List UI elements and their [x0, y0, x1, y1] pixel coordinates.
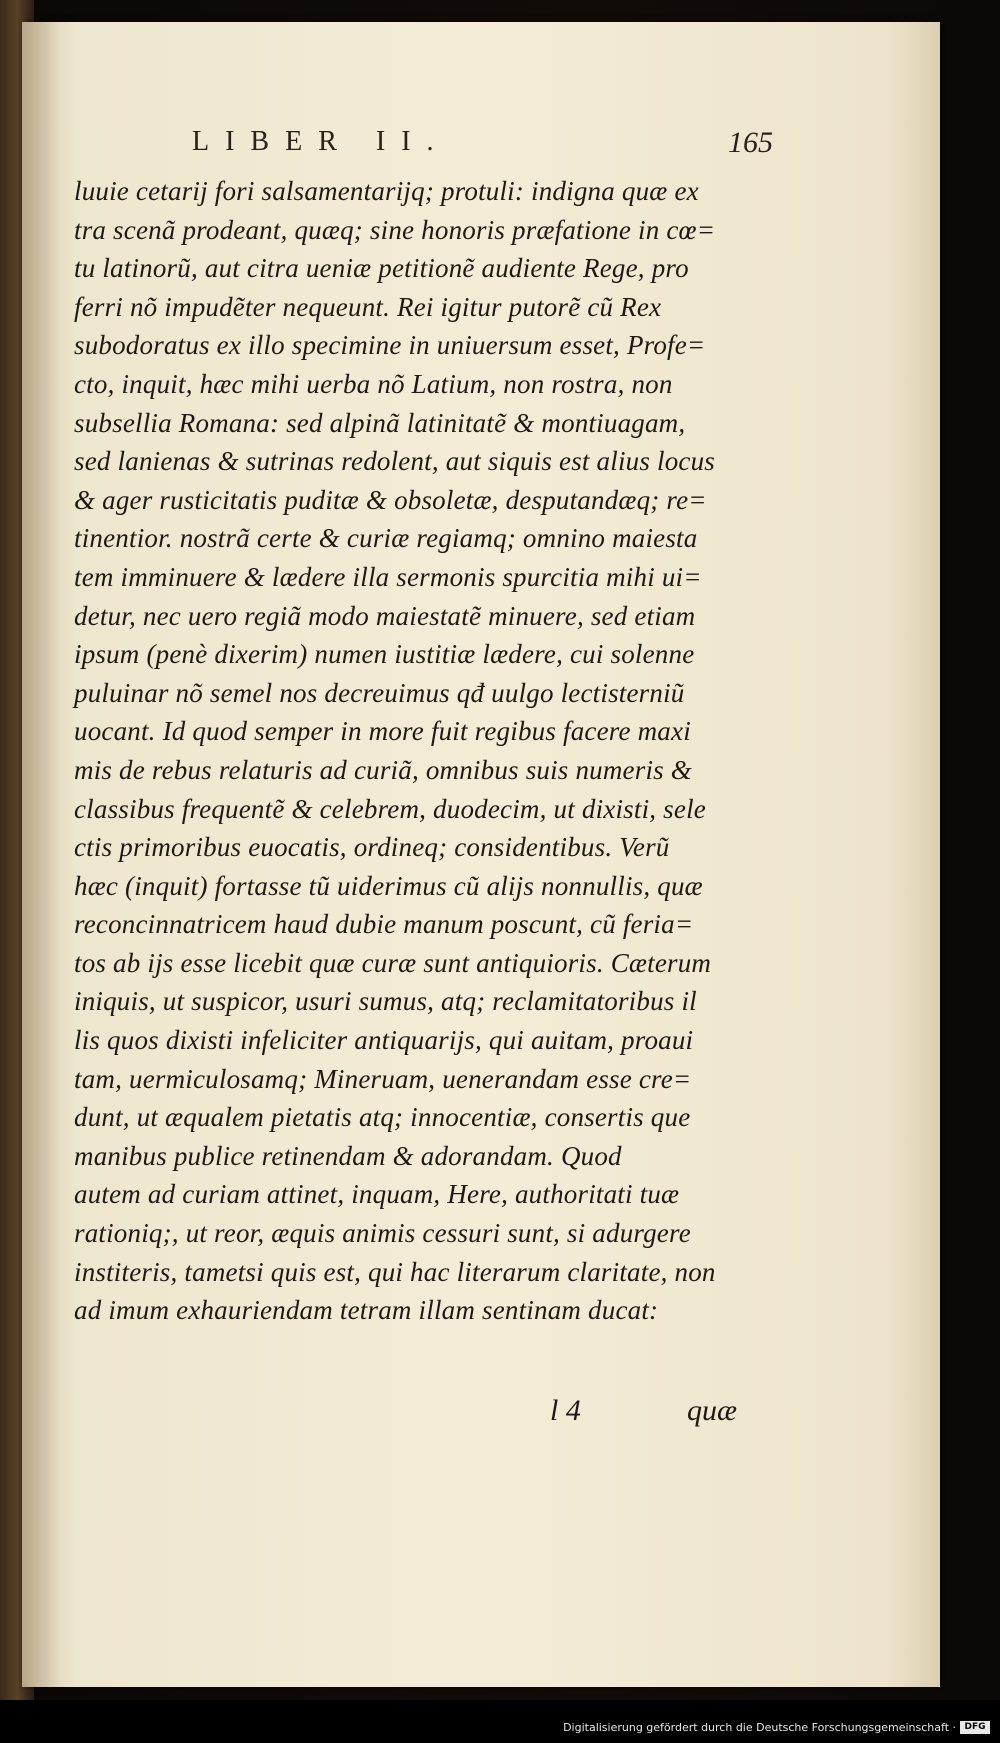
text-line: uocant. Id quod semper in more fuit regibus facere maxi	[74, 716, 691, 747]
text-line: subodoratus ex illo specimine in uniuersum esset, Profe=	[74, 330, 706, 361]
text-line: cto, inquit, hæc mihi uerba nõ Latium, non rostra, non	[74, 368, 673, 399]
text-line: subsellia Romana: sed alpinã latinitatẽ & montiuagam,	[74, 407, 686, 438]
funding-credit: Digitalisierung gefördert durch die Deutsche Forschungsgemeinschaft ·	[563, 1721, 956, 1734]
text-line: tem imminuere & lædere illa sermonis spurcitia mihi ui=	[74, 561, 702, 592]
text-line: reconcinnatricem haud dubie manum poscunt, cũ feria=	[74, 909, 694, 940]
text-line: tu latinorũ, aut citra ueniæ petitionẽ audiente Rege, pro	[74, 253, 689, 284]
text-line: lis quos dixisti infeliciter antiquarijs, qui auitam, proaui	[74, 1025, 694, 1056]
text-line: & ager rusticitatis puditæ & obsoletæ, desputandæq; re=	[74, 484, 707, 515]
text-line: mis de rebus relaturis ad curiã, omnibus suis numeris &	[74, 754, 693, 785]
text-line: hæc (inquit) fortasse tũ uiderimus cũ alijs nonnullis, quæ	[74, 870, 703, 901]
text-line: ad imum exhauriendam tetram illam sentinam ducat:	[74, 1295, 659, 1326]
book-page	[22, 22, 940, 1687]
text-line: tinentior. nostrã certe & curiæ regiamq; omnino maiesta	[74, 523, 698, 554]
text-line: autem ad curiam attinet, inquam, Here, authoritati tuæ	[74, 1179, 680, 1210]
text-line: tos ab ijs esse licebit quæ curæ sunt antiquioris. Cæterum	[74, 947, 712, 978]
page-number: 165	[728, 126, 773, 159]
text-line: puluinar nõ semel nos decreuimus qđ uulgo lectisterniũ	[74, 677, 685, 708]
text-line: classibus frequentẽ & celebrem, duodecim, ut dixisti, sele	[74, 793, 706, 824]
running-head	[22, 126, 940, 166]
text-line: manibus publice retinendam & adorandam. Quod	[74, 1140, 622, 1171]
text-line: tam, uermiculosamq; Mineruam, uenerandam esse cre=	[74, 1063, 692, 1094]
credit-bar	[0, 1700, 1000, 1743]
signature-mark: l 4	[550, 1394, 581, 1427]
text-line: ferri nõ impudẽter nequeunt. Rei igitur putorẽ cũ Rex	[74, 291, 662, 322]
text-line: ctis primoribus euocatis, ordineq; considentibus. Verũ	[74, 832, 670, 863]
gutter-shadow	[22, 22, 62, 1687]
text-line: detur, nec uero regiã modo maiestatẽ minuere, sed etiam	[74, 600, 696, 631]
dfg-logo-icon: DFG	[960, 1721, 990, 1734]
catchword: quæ	[687, 1394, 738, 1427]
text-line: iniquis, ut suspicor, usuri sumus, atq; reclamitatoribus il	[74, 986, 697, 1017]
text-line: dunt, ut æqualem pietatis atq; innocentiæ, consertis que	[74, 1102, 691, 1133]
text-line: sed lanienas & sutrinas redolent, aut siquis est alius locus	[74, 446, 716, 477]
text-line: tra scenã prodeant, quæq; sine honoris præfatione in cœ=	[74, 214, 716, 245]
text-line: luuie cetarij fori salsamentarijq; protuli: indigna quæ ex	[74, 176, 699, 206]
text-line: rationiq;, ut reor, æquis animis cessuri sunt, si adurgere	[74, 1218, 691, 1249]
text-line: ipsum (penè dixerim) numen iustitiæ lædere, cui solenne	[74, 639, 695, 670]
signature-line	[22, 1394, 940, 1434]
running-head-title: LIBER II.	[192, 126, 450, 157]
body-text	[74, 172, 794, 1330]
text-line: institeris, tametsi quis est, qui hac literarum claritate, non	[74, 1256, 716, 1287]
